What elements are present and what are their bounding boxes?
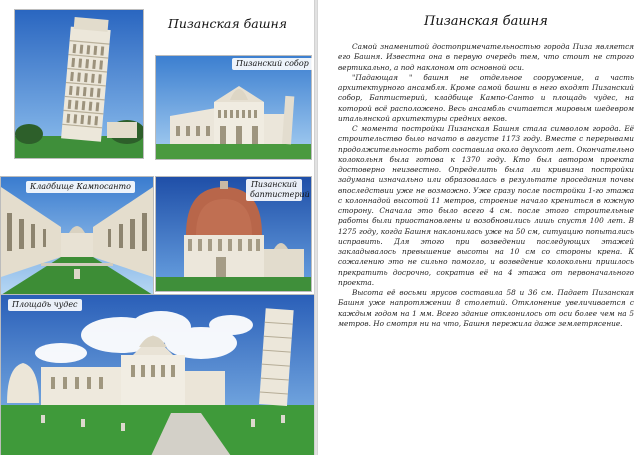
square-photo [0,294,314,455]
paragraph-3: С момента постройки Пизанская Башня стала символом города. Её строительство было начато в августе 1173 году. Вместе с перерывами продолжительность работ составила около двухсот лет. Окончательно колокольня была готова к 1370 году. Кто был автором проекта достоверно неизвестно. Определить была ли кривизна постройки задумана изначально или образовалась в результате проседания почвы впоследствии уже не возможно. Уже сразу после постройки 1-го этажа с колоннадой высотой 11 метров, строение начало крениться в южную сторону. Сначала это было всего 4 см. после этого строительные работы были приостановлены и возобновились лишь спустя 100 лет. В 1275 году, когда Башня наклонилась уже на 50 см, ситуацию попытались исправить. Для этого при возведении последующих этажей закладывалось превышение высоты на 10 см со стороны крена. К сожалению это не сильно помогло, и возведение колокольни пришлось прекратить досрочно, сократив её на 4 этажа от первоначального проекта. [338,124,634,287]
paragraph-4: Высота её восьми ярусов составила 58 и 36 см. Падает Пизанская Башня уже напротяжении 8 столетий. Отклонение увеличивается с каждым годом на 1 мм. Всего здание отклонилось от оси более чем на 5 метров. Но смотря ни на что, Башня пережила даже землетрясение. [338,288,634,328]
body-text [338,42,634,329]
paragraph-2: "Падающая " башня не отдельное сооружение, а часть архитектурного ансамбля. Кроме самой башни в него входят Пизанский собор, Баптистерий, кладбище Кампо-Санто и площадь чудес, на которой всё расположено. Весь ансамбль считается мировым шедевром итальянской архитектуры средних веков. [338,72,634,123]
caption-cemetery: Кладбище Кампосанто [26,181,135,193]
tower-photo [14,9,144,159]
caption-square: Площадь чудес [8,299,82,311]
left-page-title: Пизанская башня [168,16,288,31]
left-page [0,0,314,455]
caption-baptistery: Пизанский баптистерий [246,179,302,201]
paragraph-1: Самой знаменитой достопримечательностью города Пиза является его Башня. Известна она в первую очередь тем, что стоит не строго вертикально, а под наклоном от основной оси. [338,42,634,72]
right-page-title: Пизанская башня [424,14,548,29]
caption-cathedral: Пизанский собор [232,58,313,70]
cathedral-photo [155,55,312,160]
cemetery-photo [0,176,154,296]
right-page [318,0,640,455]
